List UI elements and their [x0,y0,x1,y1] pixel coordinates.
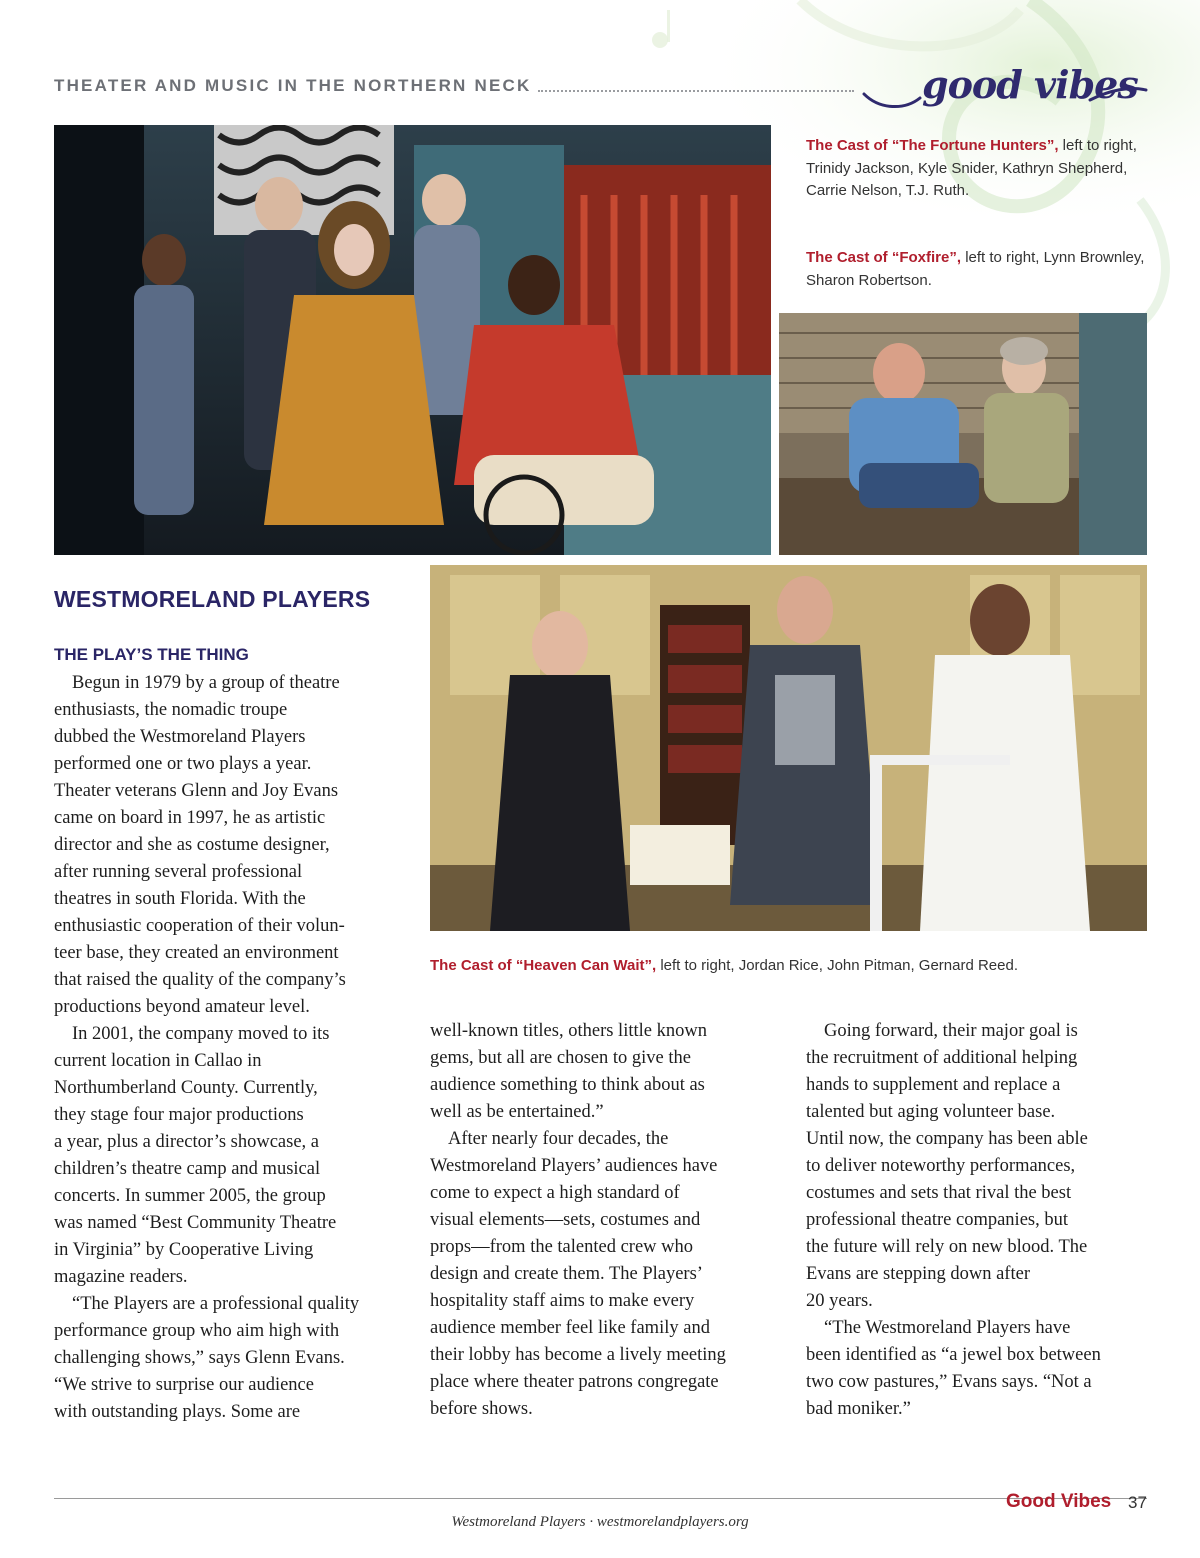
text-line: visual elements—sets, costumes and [430,1210,701,1230]
text-line: been identified as “a jewel box between [806,1345,1101,1365]
section-label: THEATER AND MUSIC IN THE NORTHERN NECK [54,76,532,95]
brand-logo-text: good vibes [922,62,1138,107]
text-line: costumes and sets that rival the best [806,1183,1072,1203]
dotted-leader [538,90,854,92]
text-line: Northumberland County. Currently, [54,1078,318,1098]
text-line: well as be entertained.” [430,1102,604,1122]
text-line: theatres in south Florida. With the [54,889,306,909]
text-line: performance group who aim high with [54,1321,340,1341]
text-line: director and she as costume designer, [54,835,330,855]
text-line: enthusiastic cooperation of their volun- [54,916,345,936]
caption-title: The Cast of “The Fortune Hunters”, [806,137,1059,154]
fortune-hunters-photo [54,125,771,555]
caption-text: left to right, Lynn Brownley, Sharon Robertson. [806,249,1145,289]
text-line: they stage four major productions [54,1105,304,1125]
text-line: come to expect a high standard of [430,1183,680,1203]
text-line: concerts. In summer 2005, the group [54,1186,326,1206]
text-line: before shows. [430,1399,533,1419]
article-subheading: THE PLAY’S THE THING [54,645,249,664]
caption-title: The Cast of “Heaven Can Wait”, [430,957,657,974]
text-line: two cow pastures,” Evans says. “Not a [806,1372,1092,1392]
article-column-middle [430,1018,775,1423]
text-line: Until now, the company has been able [806,1129,1088,1149]
text-line: design and create them. The Players’ [430,1264,703,1284]
page-number: 37 [1128,1493,1147,1512]
heaven-can-wait-photo [430,565,1147,931]
text-line: props—from the talented crew who [430,1237,694,1257]
caption-title: The Cast of “Foxfire”, [806,249,962,266]
article-column-right [806,1018,1151,1423]
text-line: that raised the quality of the company’s [54,970,346,990]
text-line: the future will rely on new blood. The [806,1237,1088,1257]
text-line: “The Players are a professional quality [72,1294,360,1314]
text-line: after running several professional [54,862,303,882]
text-line: bad moniker.” [806,1399,911,1419]
text-line: with outstanding plays. Some are [54,1402,301,1422]
foxfire-caption [806,247,1146,292]
brand-logo [860,58,1150,118]
footer-rule [54,1498,1147,1499]
text-line: children’s theatre camp and musical [54,1159,321,1179]
text-line: the recruitment of additional helping [806,1048,1078,1068]
footer-brand: Good Vibes [1006,1491,1112,1512]
text-line: was named “Best Community Theatre [54,1213,337,1233]
text-line: audience something to think about as [430,1075,705,1095]
text-line: hands to supplement and replace a [806,1075,1061,1095]
text-line: hospitality staff aims to make every [430,1291,695,1311]
text-line: Going forward, their major goal is [824,1021,1078,1041]
text-line: current location in Callao in [54,1051,262,1071]
text-line: Theater veterans Glenn and Joy Evans [54,781,339,801]
footer-credit: Westmoreland Players · westmorelandplayers.org [451,1514,749,1530]
text-line: enthusiasts, the nomadic troupe [54,700,288,720]
text-line: productions beyond amateur level. [54,997,310,1017]
text-line: Begun in 1979 by a group of theatre [72,673,340,693]
text-line: teer base, they created an environment [54,943,339,963]
text-line: in Virginia” by Cooperative Living [54,1240,314,1260]
text-line: “The Westmoreland Players have [824,1318,1071,1338]
text-line: magazine readers. [54,1267,188,1287]
text-line: Evans are stepping down after [806,1264,1030,1284]
foxfire-photo [779,313,1147,555]
caption-text: left to right, Trinidy Jackson, Kyle Snider, Kathryn Shepherd, Carrie Nelson, T.J. Ruth. [806,137,1137,199]
article-heading: WESTMORELAND PLAYERS [54,586,371,612]
text-line: audience member feel like family and [430,1318,710,1338]
text-line: 20 years. [806,1291,873,1311]
text-line: to deliver noteworthy performances, [806,1156,1076,1176]
article-column-left [54,670,399,1426]
text-line: their lobby has become a lively meeting [430,1345,726,1365]
text-line: “We strive to surprise our audience [54,1375,314,1395]
text-line: challenging shows,” says Glenn Evans. [54,1348,345,1368]
text-line: place where theater patrons congregate [430,1372,719,1392]
text-line: a year, plus a director’s showcase, a [54,1132,320,1152]
text-line: came on board in 1997, he as artistic [54,808,326,828]
text-line: gems, but all are chosen to give the [430,1048,691,1068]
text-line: In 2001, the company moved to its [72,1024,330,1044]
caption-text: left to right, Jordan Rice, John Pitman, Gernard Reed. [656,957,1019,974]
text-line: dubbed the Westmoreland Players [54,727,306,747]
heaven-can-wait-caption [430,955,1147,978]
text-line: well-known titles, others little known [430,1021,707,1041]
text-line: professional theatre companies, but [806,1210,1068,1230]
text-line: talented but aging volunteer base. [806,1102,1056,1122]
fortune-hunters-caption [806,135,1146,203]
text-line: performed one or two plays a year. [54,754,312,774]
text-line: Westmoreland Players’ audiences have [430,1156,718,1176]
text-line: After nearly four decades, the [448,1129,669,1149]
